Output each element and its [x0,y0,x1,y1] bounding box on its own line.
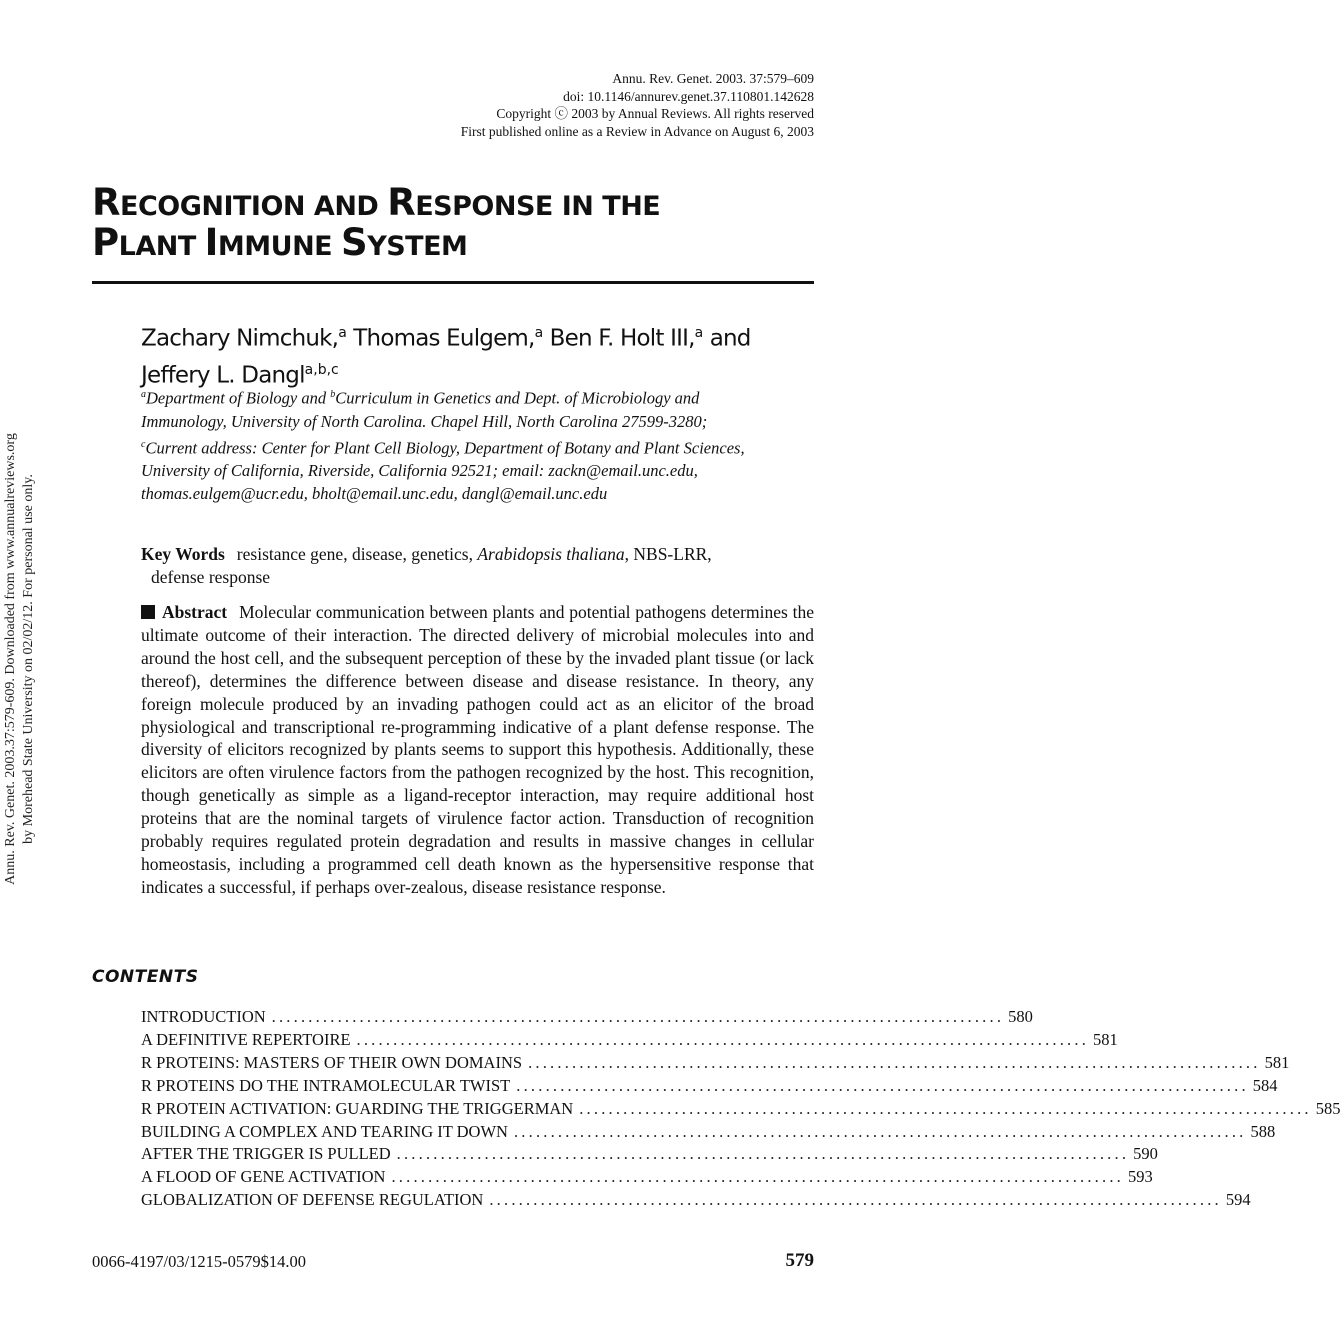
download-notice-line1: Annu. Rev. Genet. 2003.37:579-609. Downloaded from www.annualreviews.org [3,433,18,885]
journal-header [461,70,814,140]
toc-entry[interactable]: AFTER THE TRIGGER IS PULLED .................................................................................................... 590 [141,1144,1158,1164]
download-notice-line2: by Morehead State University on 02/02/12. For personal use only. [21,474,36,844]
abstract-text: Molecular communication between plants and potential pathogens determines the ultimate outcome of their interaction. The directed delivery of microbial molecules into and around the host cell, and the subsequent perception of these by the invaded plant tissue (or lack thereof), determines the difference between disease and disease resistance. In theory, any foreign molecule produced by an invading pathogen could act as an elicitor of the broad physiological and transcriptional re-programming indicative of a plant defense response. The diversity of elicitors recognized by plants seems to support this hypothesis. Additionally, these elicitors are often virulence factors from the pathogen recognized by the host. This recognition, though genetically as simple as a ligand-receptor interaction, may require additional host proteins that are the nominal targets of virulence factor action. Transduction of recognition probably requires regulated protein degradation and results in massive changes in cellular homeostasis, including a programmed cell death known as the hypersensitive response that indicates a successful, if perhaps over-zealous, disease resistance response. [141,602,814,897]
toc-entry[interactable]: R PROTEINS: MASTERS OF THEIR OWN DOMAINS .................................................................................................... 581 [141,1052,1290,1072]
toc-entry[interactable]: A DEFINITIVE REPERTOIRE .................................................................................................... 581 [141,1029,1118,1049]
page-number: 579 [785,1250,814,1271]
article-title: RECOGNITION AND RESPONSE IN THE PLANT IMMUNE SYSTEM [92,181,661,264]
toc-entry[interactable]: INTRODUCTION .................................................................................................... 580 [141,1007,1033,1026]
keywords: Key Words resistance gene, disease, genetics, Arabidopsis thaliana, NBS-LRR, defense response [141,544,712,587]
download-notice [2,379,38,939]
toc-entry[interactable]: R PROTEIN ACTIVATION: GUARDING THE TRIGGERMAN .................................................................................................... 585 [141,1098,1340,1118]
toc-entry[interactable]: R PROTEINS DO THE INTRAMOLECULAR TWIST .................................................................................................... 584 [141,1075,1278,1095]
toc-entry[interactable]: GLOBALIZATION OF DEFENSE REGULATION .................................................................................................... 594 [141,1190,1251,1210]
copyright: Copyright ⓒ 2003 by Annual Reviews. All rights reserved [496,106,814,121]
publication-date: First published online as a Review in Advance on August 6, 2003 [460,123,814,139]
author-list: Zachary Nimchuk,$^a$ Thomas Eulgem,$^a$ Ben F. Holt III,$^a$ and Jeffery L. Dangl$^{a,b,c}$ [141,325,751,389]
author-name: Jeffery L. Dangl [141,362,305,389]
toc-entry[interactable]: BUILDING A COMPLEX AND TEARING IT DOWN .................................................................................................... 588 [141,1121,1276,1141]
issn-code: 0066-4197/03/1215-0579$14.00 [92,1252,307,1271]
author-name: Ben F. Holt III, [543,325,695,352]
contents-heading: CONTENTS [92,967,199,987]
toc-entry[interactable]: A FLOOD OF GENE ACTIVATION .................................................................................................... 593 [141,1167,1153,1187]
table-of-contents [141,1006,1340,1212]
citation: Annu. Rev. Genet. 2003. 37:579–609 [612,71,814,86]
affiliations: $^a$Department of Biology and $^b$Curriculum in Genetics and Dept. of Microbiology and Immunology, University of North Carolina. Chapel Hill, North Carolina 27599-3280; $^c$Current address: Center for Plant Cell Biology, Department of Botany and Plant Sciences, University of California, Riverside, California 92521; email: zackn@email.unc.edu, thomas.eulgem@ucr.edu, bholt@email.unc.edu, dangl@email.unc.edu [141,388,745,503]
abstract-label: Abstract [162,602,228,622]
title-rule [92,281,814,284]
abstract-square-icon [141,605,155,619]
author-name: Zachary Nimchuk, [141,325,339,352]
author-name: Thomas Eulgem, [346,325,535,352]
doi: doi: 10.1146/annurev.genet.37.110801.142628 [563,88,814,104]
abstract [141,601,814,899]
keywords-label: Key Words [141,544,225,564]
